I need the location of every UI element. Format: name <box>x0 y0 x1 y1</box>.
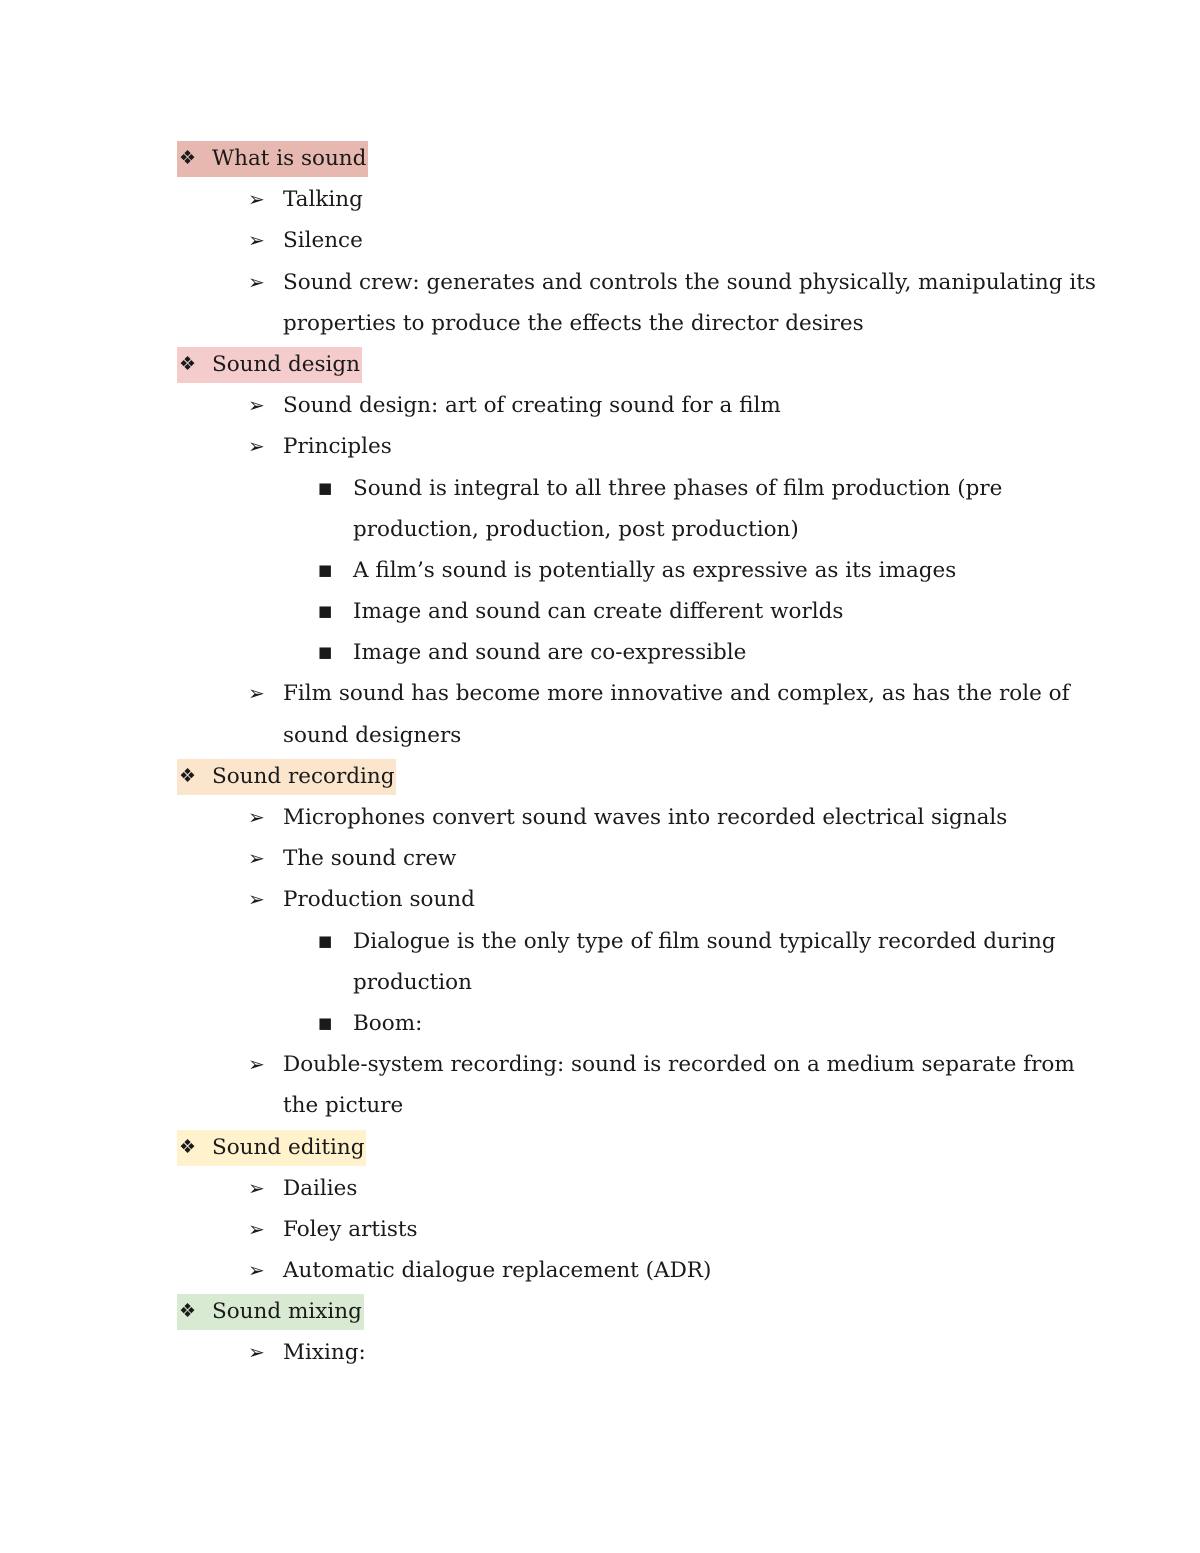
sub-list-item-text: Image and sound can create different worlds <box>353 599 844 625</box>
arrow-bullet-icon: ➢ <box>248 846 265 871</box>
arrow-bullet-icon: ➢ <box>248 1052 265 1077</box>
list-item <box>0 1250 1200 1291</box>
list-item <box>0 385 1200 426</box>
sub-list-item-text: A film’s sound is potentially as expressive as its images <box>353 557 957 583</box>
square-bullet-icon: ■ <box>318 560 333 579</box>
sub-list-item <box>0 550 1200 591</box>
sub-list-item-continuation <box>0 962 1200 1003</box>
list-item-text: sound designers <box>283 722 462 748</box>
sub-list-item <box>0 591 1200 632</box>
section-title: What is sound <box>177 141 368 177</box>
list-item <box>0 179 1200 220</box>
sub-list-item <box>0 468 1200 509</box>
section-heading-sound-mixing <box>0 1291 1200 1332</box>
list-item-text: Foley artists <box>283 1216 418 1242</box>
list-item <box>0 797 1200 838</box>
list-item-text: Automatic dialogue replacement (ADR) <box>283 1258 712 1284</box>
list-item-text: Principles <box>283 434 392 460</box>
diamond-bullet-icon: ❖ <box>179 147 197 169</box>
list-item-text: Silence <box>283 228 363 254</box>
arrow-bullet-icon: ➢ <box>248 269 265 294</box>
list-item-text: Sound crew: generates and controls the sound physically, manipulating its <box>283 269 1096 295</box>
arrow-bullet-icon: ➢ <box>248 1175 265 1200</box>
list-item <box>0 879 1200 920</box>
section-heading-sound-design <box>0 344 1200 385</box>
section-title: Sound recording <box>177 759 396 795</box>
arrow-bullet-icon: ➢ <box>248 805 265 829</box>
arrow-bullet-icon: ➢ <box>248 228 265 253</box>
sub-list-item <box>0 1003 1200 1044</box>
sub-list-item-text: Dialogue is the only type of film sound typically recorded during <box>353 928 1056 954</box>
section-heading-sound-editing <box>0 1127 1200 1168</box>
arrow-bullet-icon: ➢ <box>248 393 265 418</box>
diamond-bullet-icon: ❖ <box>179 352 197 375</box>
arrow-bullet-icon: ➢ <box>248 1258 265 1283</box>
sub-list-item-text: production, production, post production) <box>353 516 799 542</box>
section-heading-what-is-sound <box>0 138 1200 179</box>
diamond-bullet-icon: ❖ <box>179 1300 197 1323</box>
list-item-text: Talking <box>283 187 363 213</box>
section-heading-sound-recording <box>0 756 1200 797</box>
arrow-bullet-icon: ➢ <box>248 681 265 706</box>
list-item-text: The sound crew <box>283 846 457 872</box>
square-bullet-icon: ■ <box>318 931 333 950</box>
list-item-continuation <box>0 715 1200 756</box>
arrow-bullet-icon: ➢ <box>248 434 265 459</box>
list-item <box>0 1332 1200 1373</box>
diamond-bullet-icon: ❖ <box>179 764 197 787</box>
list-item-continuation <box>0 1085 1200 1126</box>
section-title: Sound mixing <box>177 1294 364 1330</box>
list-item <box>0 1209 1200 1250</box>
list-item <box>0 220 1200 261</box>
list-item-text: Sound design: art of creating sound for a film <box>283 393 781 419</box>
list-item <box>0 1168 1200 1209</box>
arrow-bullet-icon: ➢ <box>248 1340 265 1365</box>
list-item-text: Production sound <box>283 887 475 913</box>
square-bullet-icon: ■ <box>318 602 333 621</box>
sub-list-item-text: Boom: <box>353 1010 423 1036</box>
square-bullet-icon: ■ <box>318 1013 333 1032</box>
outline-document <box>0 138 1200 1374</box>
list-item <box>0 838 1200 879</box>
list-item-text: Microphones convert sound waves into recorded electrical signals <box>283 805 1008 830</box>
list-item-text: Mixing: <box>283 1340 366 1366</box>
list-item <box>0 1044 1200 1085</box>
square-bullet-icon: ■ <box>318 643 333 662</box>
list-item-text: Film sound has become more innovative and complex, as has the role of <box>283 681 1070 707</box>
sub-list-item-text: Image and sound are co-expressible <box>353 640 747 666</box>
arrow-bullet-icon: ➢ <box>248 1216 265 1241</box>
list-item-text: Dailies <box>283 1175 358 1201</box>
section-title: Sound editing <box>177 1130 366 1166</box>
arrow-bullet-icon: ➢ <box>248 887 265 912</box>
list-item-text: the picture <box>283 1093 404 1119</box>
sub-list-item-text: Sound is integral to all three phases of film production (pre <box>353 475 1003 501</box>
list-item-text: properties to produce the effects the director desires <box>283 310 864 336</box>
sub-list-item <box>0 921 1200 962</box>
list-item <box>0 426 1200 467</box>
sub-list-item-continuation <box>0 509 1200 550</box>
list-item-continuation <box>0 303 1200 344</box>
list-item-text: Double-system recording: sound is recorded on a medium separate from <box>283 1052 1075 1078</box>
list-item <box>0 673 1200 714</box>
arrow-bullet-icon: ➢ <box>248 187 265 212</box>
sub-list-item-text: production <box>353 969 472 995</box>
list-item <box>0 262 1200 303</box>
diamond-bullet-icon: ❖ <box>179 1135 197 1158</box>
square-bullet-icon: ■ <box>318 478 333 497</box>
sub-list-item <box>0 632 1200 673</box>
section-title: Sound design <box>177 347 362 383</box>
